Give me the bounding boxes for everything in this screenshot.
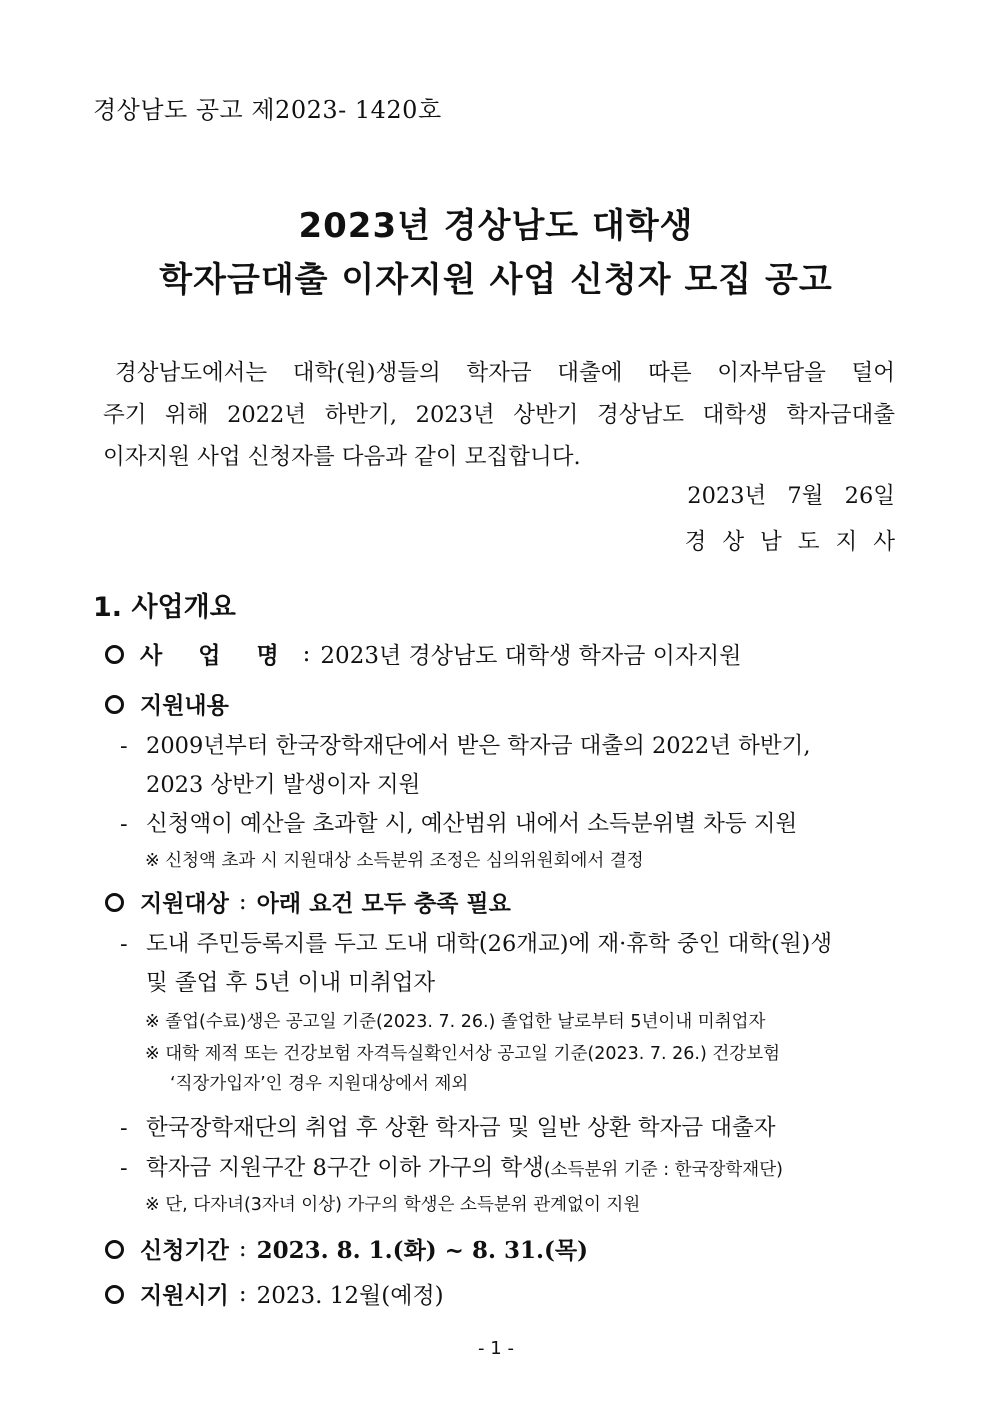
eligibility-item-3-paren: (소득분위 기준 : 한국장학재단) [543,1160,783,1180]
intro-line-3: 이자지원 사업 신청자를 다음과 같이 모집합니다. [103,444,581,470]
support-timing-row [105,1277,444,1310]
support-content-item-1-line-2: 2023 상반기 발생이자 지원 [146,772,421,798]
eligibility-sep: : [238,888,247,915]
eligibility-item-2-text: 한국장학재단의 취업 후 상환 학자금 및 일반 상환 학자금 대출자 [146,1115,776,1141]
page-number: - 1 - [478,1338,514,1359]
support-content-item-2-text: 신청액이 예산을 초과할 시, 예산범위 내에서 소득분위별 차등 지원 [146,811,798,837]
application-period-row [105,1232,588,1265]
announcement-date: 2023년 7월 26일 [687,483,895,509]
eligibility-item-1-line-1: 도내 주민등록지를 두고 도내 대학(26개교)에 재·휴학 중인 대학(원)생 [146,931,833,957]
support-timing-value: 2023. 12월(예정) [256,1283,444,1309]
application-period-sep: : [238,1235,247,1262]
project-name-row [105,637,741,670]
eligibility-item-2: - 한국장학재단의 취업 후 상환 학자금 및 일반 상환 학자금 대출자 [120,1115,776,1141]
circle-bullet-icon [105,645,124,664]
support-timing-label: 지원시기 [140,1282,229,1309]
support-content-row [105,687,229,720]
circle-bullet-icon [105,1240,124,1259]
eligibility-item-1: - 도내 주민등록지를 두고 도내 대학(26개교)에 재·휴학 중인 대학(원)생 [120,931,833,957]
circle-bullet-icon [105,695,124,714]
project-name-label: 사 업 명 [140,642,293,669]
support-timing-sep: : [238,1280,247,1307]
eligibility-label: 지원대상 [140,890,229,917]
section-1-heading: 1. 사업개요 [93,592,236,623]
eligibility-note-1: ※ 졸업(수료)생은 공고일 기준(2023. 7. 26.) 졸업한 날로부터 5년이내 미취업자 [145,1012,766,1032]
eligibility-note-3: ※ 단, 다자녀(3자녀 이상) 가구의 학생은 소득분위 관계없이 지원 [145,1195,641,1215]
title-line-2: 학자금대출 이자지원 사업 신청자 모집 공고 [159,260,833,300]
support-content-label: 지원내용 [140,692,229,719]
eligibility-item-3: - 학자금 지원구간 8구간 이하 가구의 학생(소득분위 기준 : 한국장학재단) [120,1155,783,1181]
eligibility-note-2-line-2: ‘직장가입자’인 경우 지원대상에서 제외 [170,1074,469,1094]
notice-number: 경상남도 공고 제2023- 1420호 [93,96,442,124]
title-line-1: 2023년 경상남도 대학생 [298,206,694,246]
eligibility-item-1-line-2: 및 졸업 후 5년 이내 미취업자 [146,970,436,996]
eligibility-item-3-main: 학자금 지원구간 8구간 이하 가구의 학생 [146,1155,544,1181]
project-name-sep: : [302,640,311,667]
eligibility-row [105,885,511,918]
support-content-item-1: - 2009년부터 한국장학재단에서 받은 학자금 대출의 2022년 하반기, [120,733,811,759]
signer: 경상남도지사 [684,529,911,555]
application-period-value: 2023. 8. 1.(화) ~ 8. 31.(목) [256,1237,588,1264]
eligibility-note-2-line-1: ※ 대학 제적 또는 건강보험 자격득실확인서상 공고일 기준(2023. 7. 26.) 건강보험 [145,1044,781,1064]
circle-bullet-icon [105,893,124,912]
support-content-note-1: ※ 신청액 초과 시 지원대상 소득분위 조정은 심의위원회에서 결정 [145,851,644,871]
intro-line-2: 주기 위해 2022년 하반기, 2023년 상반기 경상남도 대학생 학자금대출 [103,402,895,428]
project-name-value: 2023년 경상남도 대학생 학자금 이자지원 [320,643,742,669]
support-content-item-2: - 신청액이 예산을 초과할 시, 예산범위 내에서 소득분위별 차등 지원 [120,811,798,837]
eligibility-condition: 아래 요건 모두 충족 필요 [256,890,511,917]
circle-bullet-icon [105,1285,124,1304]
intro-line-1: 경상남도에서는 대학(원)생들의 학자금 대출에 따른 이자부담을 덜어 [115,360,895,386]
application-period-label: 신청기간 [140,1237,229,1264]
support-content-item-1-line-1: 2009년부터 한국장학재단에서 받은 학자금 대출의 2022년 하반기, [146,733,811,759]
